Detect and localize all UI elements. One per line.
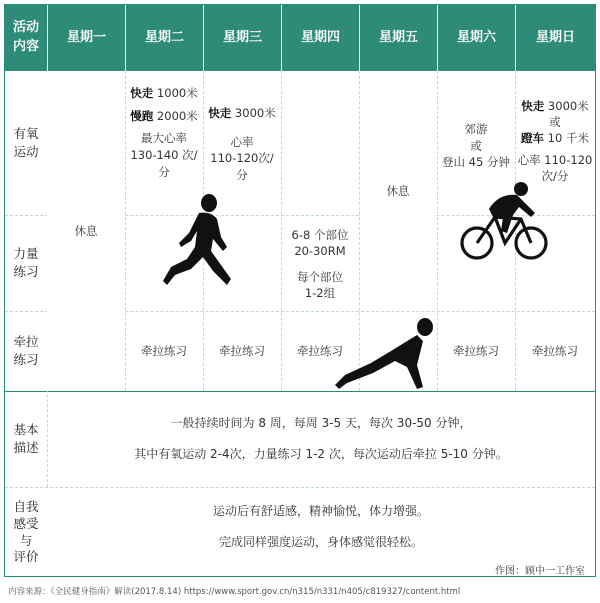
row-label-line: 与 <box>19 532 33 548</box>
aerobic-wednesday <box>203 105 281 184</box>
header-corner <box>5 5 47 71</box>
activity-name: 蹬车 <box>521 131 545 146</box>
header-day-label: 星期日 <box>535 29 575 45</box>
header-day-label: 星期五 <box>378 29 418 45</box>
header-day-label: 星期三 <box>222 29 262 45</box>
schedule-table <box>4 4 596 577</box>
strength-line: 6-8 个部位 <box>291 228 349 242</box>
aerobic-tuesday <box>125 85 203 180</box>
row-label-feel <box>5 487 47 577</box>
header-monday <box>47 5 125 71</box>
row-label-line: 练习 <box>13 352 39 367</box>
activity-amount: 2000米 <box>153 108 198 123</box>
aerobic-line: 130-140 次/ <box>130 148 198 163</box>
aerobic-line: 郊游 <box>464 122 488 136</box>
aerobic-line: 心率 110-120 <box>517 153 593 168</box>
aerobic-line <box>130 85 197 102</box>
activity-amount: 10 千米 <box>544 131 589 146</box>
stretch-label: 牵拉练习 <box>141 343 187 358</box>
aerobic-saturday <box>437 121 515 171</box>
stretching-icon <box>333 315 437 393</box>
aerobic-line: 或 <box>470 138 482 153</box>
aerobic-line: 心率 <box>230 134 254 149</box>
activity-amount: 3000米 <box>231 106 276 120</box>
aerobic-sunday <box>515 98 595 184</box>
row-label-line: 运动 <box>13 144 39 159</box>
row-label-line: 力量 <box>13 245 39 261</box>
header-tuesday <box>125 5 203 71</box>
aerobic-line: 分 <box>236 168 248 183</box>
header-day-label: 星期六 <box>456 29 496 45</box>
aerobic-line: 最大心率 <box>141 131 187 146</box>
aerobic-line: 或 <box>549 115 561 130</box>
basic-line-2: 其中有氧运动 2-4次，力量练习 1-2 次，每次运动后牵拉 5-10 分钟。 <box>134 447 508 461</box>
rest-monday <box>47 71 125 391</box>
cyclist-icon <box>459 179 549 265</box>
header-thursday <box>281 5 359 71</box>
header-saturday <box>437 5 515 71</box>
header-corner-line1: 活动 <box>12 20 39 36</box>
activity-name: 快走 <box>208 106 232 120</box>
row-label-line: 基本 <box>13 421 39 437</box>
self-evaluation <box>47 487 595 567</box>
feel-line-1: 运动后有舒适感，精神愉悦，体力增强。 <box>212 503 429 518</box>
header-friday <box>359 5 437 71</box>
stretch-label: 牵拉练习 <box>219 343 265 358</box>
aerobic-line <box>521 130 589 146</box>
basic-line-1: 一般持续时间为 8 周，每周 3-5 天，每次 30-50 分钟， <box>170 415 472 430</box>
row-label-aerobic <box>5 71 47 215</box>
aerobic-line: 登山 45 分钟 <box>442 155 510 170</box>
stretch-wednesday <box>203 311 281 391</box>
rest-label: 休息 <box>386 183 410 198</box>
stretch-label: 牵拉练习 <box>532 343 578 358</box>
aerobic-line: 分 <box>158 164 170 179</box>
row-label-line: 有氧 <box>13 125 39 141</box>
row-label-strength <box>5 215 47 311</box>
activity-name: 快走 <box>521 99 545 113</box>
image-credit: 作图：顾中一工作室 <box>495 566 585 577</box>
stretch-label: 牵拉练习 <box>297 343 343 358</box>
stretch-tuesday <box>125 311 203 391</box>
header-corner-line2: 内容 <box>12 39 39 54</box>
header-day-label: 星期一 <box>66 29 106 45</box>
aerobic-line <box>521 98 588 114</box>
aerobic-line: 110-120次/ <box>210 151 274 166</box>
activity-amount: 1000米 <box>153 86 198 100</box>
rest-label: 休息 <box>74 223 98 238</box>
stretch-saturday <box>437 311 515 391</box>
row-label-basic <box>5 391 47 487</box>
row-label-line: 练习 <box>13 264 39 279</box>
strength-thursday <box>281 227 359 301</box>
activity-name: 快走 <box>130 86 154 100</box>
row-label-line: 牵拉 <box>13 333 39 349</box>
row-label-line: 描述 <box>13 440 39 455</box>
strength-line: 1-2组 <box>304 286 336 301</box>
strength-line: 20-30RM <box>294 244 346 259</box>
header-wednesday <box>203 5 281 71</box>
aerobic-line <box>208 105 275 122</box>
stretch-sunday <box>515 311 595 391</box>
strength-line: 每个部位 <box>297 270 343 285</box>
row-label-line: 自我 <box>13 498 39 514</box>
activity-amount: 3000米 <box>544 99 589 113</box>
rest-friday <box>360 71 436 311</box>
basic-description <box>47 391 595 487</box>
source-footer: 内容来源：《全民健身指南》解读(2017.8.14) https://www.sport.gov.cn/n315/n331/n405/c819327/content.html <box>8 587 461 597</box>
row-label-line: 感受 <box>13 515 39 531</box>
header-day-label: 星期二 <box>144 29 184 45</box>
row-label-line: 评价 <box>13 549 39 565</box>
aerobic-line <box>130 108 197 125</box>
aerobic-line: 次/分 <box>541 169 569 184</box>
header-day-label: 星期四 <box>300 29 340 45</box>
feel-line-2: 完成同样强度运动，身体感觉很轻松。 <box>218 535 423 549</box>
header-sunday <box>515 5 595 71</box>
row-label-stretch <box>5 311 47 391</box>
activity-name: 慢跑 <box>130 108 154 123</box>
runner-icon <box>161 191 237 289</box>
stretch-label: 牵拉练习 <box>453 343 499 358</box>
